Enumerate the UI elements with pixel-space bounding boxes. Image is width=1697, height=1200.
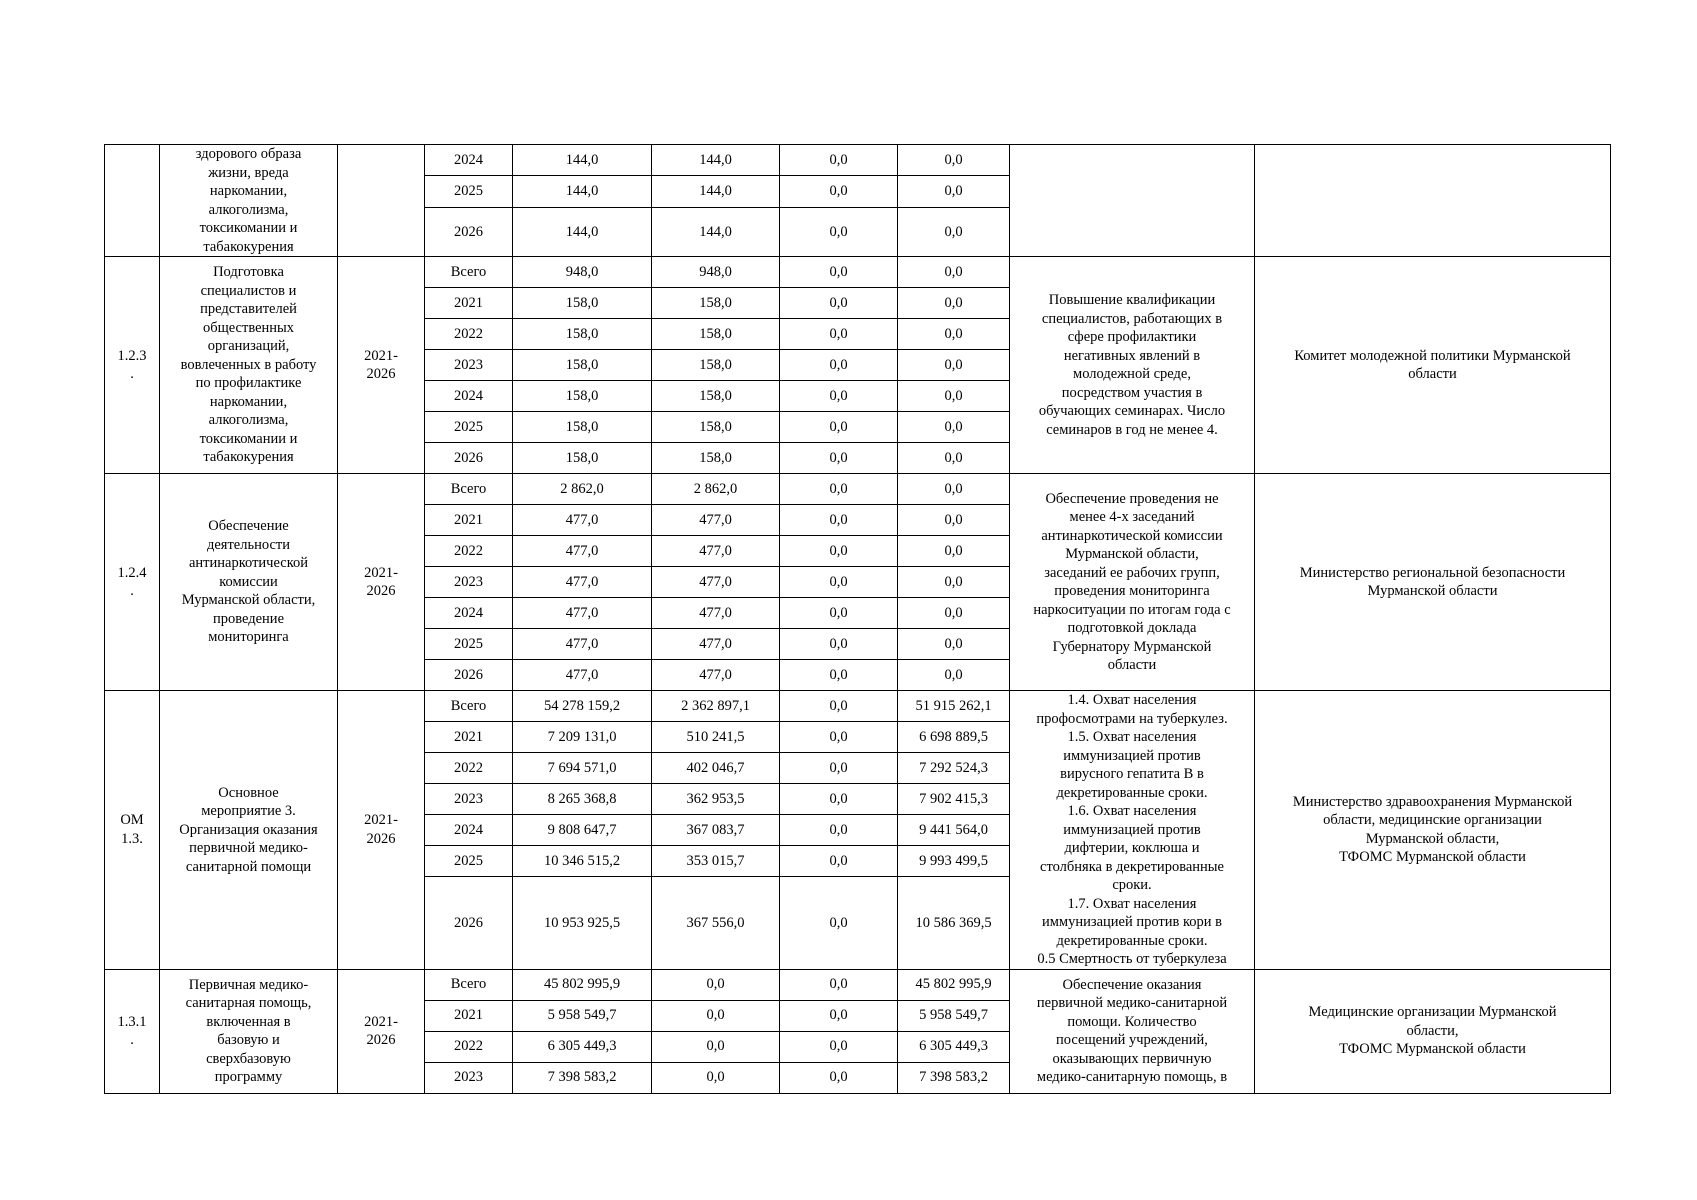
item-period: 2021- 2026: [338, 969, 425, 1093]
regional-budget-cell: 158,0: [652, 381, 780, 412]
item-name: Обеспечение деятельности антинаркотической комиссии Мурманской области, проведение мониторинга: [160, 474, 338, 691]
federal-budget-cell: 0,0: [780, 660, 898, 691]
regional-budget-cell: 158,0: [652, 350, 780, 381]
total-cell: 7 694 571,0: [513, 753, 652, 784]
other-sources-cell: 6 698 889,5: [898, 722, 1010, 753]
total-cell: 54 278 159,2: [513, 691, 652, 722]
other-sources-cell: 0,0: [898, 319, 1010, 350]
federal-budget-cell: 0,0: [780, 257, 898, 288]
total-cell: 10 346 515,2: [513, 846, 652, 877]
year-cell: 2024: [425, 598, 513, 629]
regional-budget-cell: 0,0: [652, 1062, 780, 1093]
expected-result: Повышение квалификации специалистов, работающих в сфере профилактики негативных явлений в молодежной среде, посредством участия в обучающих семинарах. Число семинаров в год не менее 4.: [1010, 257, 1255, 474]
federal-budget-cell: 0,0: [780, 474, 898, 505]
year-cell: 2023: [425, 784, 513, 815]
other-sources-cell: 0,0: [898, 567, 1010, 598]
year-cell: 2021: [425, 505, 513, 536]
item-name: Первичная медико- санитарная помощь, включенная в базовую и сверхбазовую программу: [160, 969, 338, 1093]
year-cell: 2026: [425, 877, 513, 969]
other-sources-cell: 0,0: [898, 381, 1010, 412]
other-sources-cell: 51 915 262,1: [898, 691, 1010, 722]
expected-result: Обеспечение оказания первичной медико-санитарной помощи. Количество посещений учреждений, оказывающих первичную медико-санитарную помощь, в: [1010, 969, 1255, 1093]
regional-budget-cell: 510 241,5: [652, 722, 780, 753]
year-cell: 2022: [425, 536, 513, 567]
regional-budget-cell: 477,0: [652, 567, 780, 598]
other-sources-cell: 0,0: [898, 505, 1010, 536]
executor: [1255, 145, 1611, 257]
expected-result: Обеспечение проведения не менее 4-х заседаний антинаркотической комиссии Мурманской области, заседаний ее рабочих групп, проведения мониторинга наркоситуации по итогам года с подготовкой доклада Губернатору Мурманской области: [1010, 474, 1255, 691]
federal-budget-cell: 0,0: [780, 753, 898, 784]
regional-budget-cell: 0,0: [652, 969, 780, 1000]
regional-budget-cell: 362 953,5: [652, 784, 780, 815]
total-cell: 144,0: [513, 176, 652, 207]
federal-budget-cell: 0,0: [780, 319, 898, 350]
other-sources-cell: 7 902 415,3: [898, 784, 1010, 815]
year-cell: 2022: [425, 753, 513, 784]
other-sources-cell: 0,0: [898, 660, 1010, 691]
group-om-1-3-row: [105, 691, 1611, 722]
group-1-2-3-row: [105, 257, 1611, 288]
regional-budget-cell: 477,0: [652, 629, 780, 660]
federal-budget-cell: 0,0: [780, 598, 898, 629]
regional-budget-cell: 477,0: [652, 598, 780, 629]
item-name: Основное мероприятие 3. Организация оказания первичной медико- санитарной помощи: [160, 691, 338, 970]
year-cell: 2026: [425, 660, 513, 691]
federal-budget-cell: 0,0: [780, 350, 898, 381]
federal-budget-cell: 0,0: [780, 536, 898, 567]
total-cell: 477,0: [513, 536, 652, 567]
regional-budget-cell: 367 556,0: [652, 877, 780, 969]
year-cell: Всего: [425, 474, 513, 505]
other-sources-cell: 0,0: [898, 257, 1010, 288]
other-sources-cell: 9 993 499,5: [898, 846, 1010, 877]
total-cell: 158,0: [513, 381, 652, 412]
other-sources-cell: 0,0: [898, 536, 1010, 567]
federal-budget-cell: 0,0: [780, 1031, 898, 1062]
year-cell: Всего: [425, 257, 513, 288]
year-cell: Всего: [425, 691, 513, 722]
year-cell: 2023: [425, 567, 513, 598]
total-cell: 8 265 368,8: [513, 784, 652, 815]
year-cell: 2025: [425, 176, 513, 207]
item-number: [105, 145, 160, 257]
federal-budget-cell: 0,0: [780, 505, 898, 536]
group-1-2-4-row: [105, 474, 1611, 505]
other-sources-cell: 9 441 564,0: [898, 815, 1010, 846]
executor: Комитет молодежной политики Мурманской области: [1255, 257, 1611, 474]
federal-budget-cell: 0,0: [780, 176, 898, 207]
regional-budget-cell: 0,0: [652, 1000, 780, 1031]
year-cell: 2022: [425, 1031, 513, 1062]
group-1-3-1-row: [105, 969, 1611, 1000]
regional-budget-cell: 144,0: [652, 207, 780, 256]
federal-budget-cell: 0,0: [780, 815, 898, 846]
regional-budget-cell: 158,0: [652, 319, 780, 350]
total-cell: 477,0: [513, 598, 652, 629]
federal-budget-cell: 0,0: [780, 784, 898, 815]
federal-budget-cell: 0,0: [780, 443, 898, 474]
item-period: 2021- 2026: [338, 257, 425, 474]
year-cell: 2023: [425, 350, 513, 381]
other-sources-cell: 0,0: [898, 412, 1010, 443]
item-number: 1.2.3 .: [105, 257, 160, 474]
total-cell: 7 398 583,2: [513, 1062, 652, 1093]
year-cell: 2026: [425, 207, 513, 256]
federal-budget-cell: 0,0: [780, 288, 898, 319]
executor: Министерство региональной безопасности Мурманской области: [1255, 474, 1611, 691]
federal-budget-cell: 0,0: [780, 567, 898, 598]
other-sources-cell: 0,0: [898, 350, 1010, 381]
year-cell: 2024: [425, 815, 513, 846]
budget-table: [104, 144, 1611, 1094]
regional-budget-cell: 353 015,7: [652, 846, 780, 877]
other-sources-cell: 7 398 583,2: [898, 1062, 1010, 1093]
regional-budget-cell: 158,0: [652, 412, 780, 443]
year-cell: 2026: [425, 443, 513, 474]
federal-budget-cell: 0,0: [780, 691, 898, 722]
regional-budget-cell: 144,0: [652, 176, 780, 207]
expected-result: [1010, 145, 1255, 257]
other-sources-cell: 0,0: [898, 629, 1010, 660]
other-sources-cell: 5 958 549,7: [898, 1000, 1010, 1031]
federal-budget-cell: 0,0: [780, 969, 898, 1000]
total-cell: 948,0: [513, 257, 652, 288]
year-cell: 2024: [425, 381, 513, 412]
total-cell: 158,0: [513, 350, 652, 381]
total-cell: 477,0: [513, 660, 652, 691]
year-cell: 2021: [425, 1000, 513, 1031]
federal-budget-cell: 0,0: [780, 381, 898, 412]
total-cell: 477,0: [513, 505, 652, 536]
total-cell: 158,0: [513, 319, 652, 350]
other-sources-cell: 0,0: [898, 207, 1010, 256]
total-cell: 7 209 131,0: [513, 722, 652, 753]
total-cell: 144,0: [513, 145, 652, 176]
other-sources-cell: 0,0: [898, 598, 1010, 629]
total-cell: 6 305 449,3: [513, 1031, 652, 1062]
year-cell: 2023: [425, 1062, 513, 1093]
federal-budget-cell: 0,0: [780, 207, 898, 256]
total-cell: 158,0: [513, 443, 652, 474]
other-sources-cell: 0,0: [898, 176, 1010, 207]
other-sources-cell: 6 305 449,3: [898, 1031, 1010, 1062]
item-number: 1.2.4 .: [105, 474, 160, 691]
regional-budget-cell: 2 362 897,1: [652, 691, 780, 722]
regional-budget-cell: 0,0: [652, 1031, 780, 1062]
regional-budget-cell: 158,0: [652, 288, 780, 319]
other-sources-cell: 0,0: [898, 443, 1010, 474]
year-cell: 2021: [425, 288, 513, 319]
federal-budget-cell: 0,0: [780, 629, 898, 660]
year-cell: 2025: [425, 412, 513, 443]
regional-budget-cell: 477,0: [652, 660, 780, 691]
other-sources-cell: 10 586 369,5: [898, 877, 1010, 969]
regional-budget-cell: 402 046,7: [652, 753, 780, 784]
item-number: ОМ 1.3.: [105, 691, 160, 970]
year-cell: 2025: [425, 846, 513, 877]
federal-budget-cell: 0,0: [780, 1000, 898, 1031]
regional-budget-cell: 367 083,7: [652, 815, 780, 846]
regional-budget-cell: 948,0: [652, 257, 780, 288]
total-cell: 144,0: [513, 207, 652, 256]
year-cell: 2024: [425, 145, 513, 176]
executor: Министерство здравоохранения Мурманской области, медицинские организации Мурманской области, ТФОМС Мурманской области: [1255, 691, 1611, 970]
federal-budget-cell: 0,0: [780, 877, 898, 969]
item-number: 1.3.1 .: [105, 969, 160, 1093]
regional-budget-cell: 144,0: [652, 145, 780, 176]
total-cell: 2 862,0: [513, 474, 652, 505]
federal-budget-cell: 0,0: [780, 722, 898, 753]
total-cell: 477,0: [513, 567, 652, 598]
federal-budget-cell: 0,0: [780, 412, 898, 443]
item-name: Подготовка специалистов и представителей общественных организаций, вовлеченных в работу по профилактике наркомании, алкоголизма, токсикомании и табакокурения: [160, 257, 338, 474]
total-cell: 158,0: [513, 288, 652, 319]
executor: Медицинские организации Мурманской области, ТФОМС Мурманской области: [1255, 969, 1611, 1093]
year-cell: 2021: [425, 722, 513, 753]
federal-budget-cell: 0,0: [780, 846, 898, 877]
other-sources-cell: 0,0: [898, 145, 1010, 176]
year-cell: Всего: [425, 969, 513, 1000]
other-sources-cell: 7 292 524,3: [898, 753, 1010, 784]
total-cell: 45 802 995,9: [513, 969, 652, 1000]
other-sources-cell: 0,0: [898, 288, 1010, 319]
regional-budget-cell: 477,0: [652, 536, 780, 567]
total-cell: 9 808 647,7: [513, 815, 652, 846]
total-cell: 10 953 925,5: [513, 877, 652, 969]
total-cell: 477,0: [513, 629, 652, 660]
item-name: здорового образа жизни, вреда наркомании, алкоголизма, токсикомании и табакокурения: [160, 145, 338, 257]
federal-budget-cell: 0,0: [780, 145, 898, 176]
other-sources-cell: 45 802 995,9: [898, 969, 1010, 1000]
item-period: 2021- 2026: [338, 474, 425, 691]
year-cell: 2025: [425, 629, 513, 660]
federal-budget-cell: 0,0: [780, 1062, 898, 1093]
year-cell: 2022: [425, 319, 513, 350]
regional-budget-cell: 477,0: [652, 505, 780, 536]
regional-budget-cell: 2 862,0: [652, 474, 780, 505]
group-prevention-tail-row: [105, 145, 1611, 176]
expected-result: 1.4. Охват населения профосмотрами на туберкулез. 1.5. Охват населения иммунизацией против вирусного гепатита В в декретированные сроки. 1.6. Охват населения иммунизацией против дифтерии, коклюша и столбняка в декретированные сроки. 1.7. Охват населения иммунизацией против кори в декретированные сроки. 0.5 Смертность от туберкулеза: [1010, 691, 1255, 970]
other-sources-cell: 0,0: [898, 474, 1010, 505]
item-period: [338, 145, 425, 257]
item-period: 2021- 2026: [338, 691, 425, 970]
regional-budget-cell: 158,0: [652, 443, 780, 474]
total-cell: 158,0: [513, 412, 652, 443]
total-cell: 5 958 549,7: [513, 1000, 652, 1031]
